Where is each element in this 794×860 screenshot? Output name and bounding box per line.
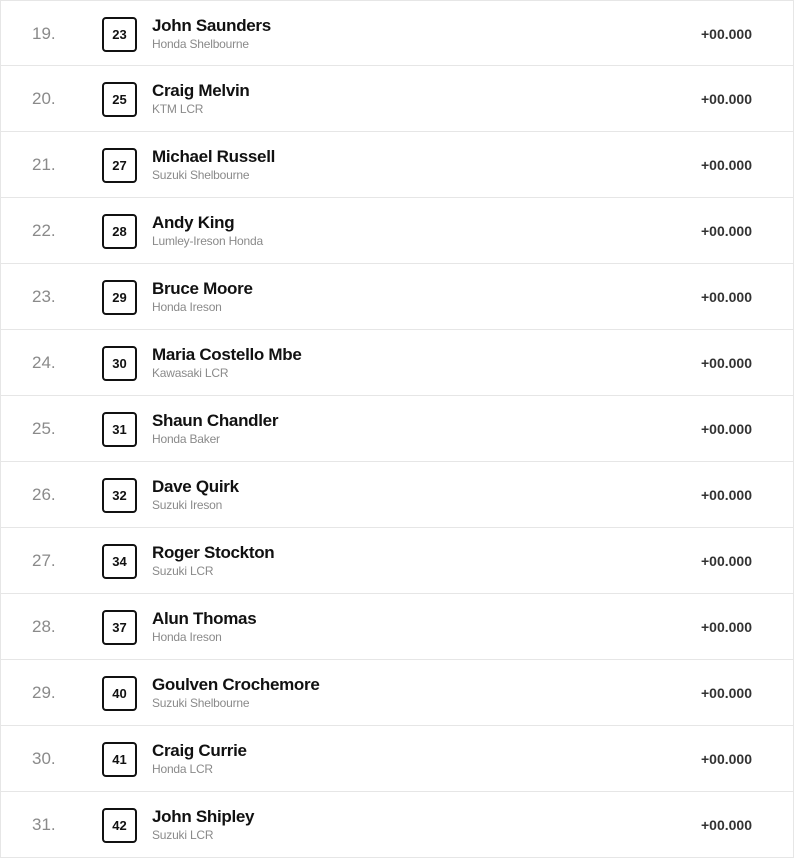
team-name: Honda Baker	[152, 432, 220, 446]
rider-name[interactable]: Roger Stockton	[152, 543, 275, 562]
team-name: Suzuki Shelbourne	[152, 696, 250, 710]
race-number-badge: 32	[102, 478, 137, 513]
position: 23.	[32, 287, 56, 306]
position: 30.	[32, 749, 56, 768]
team-name: Suzuki Ireson	[152, 498, 223, 512]
result-row[interactable]	[0, 792, 794, 858]
time-gap: +00.000	[701, 619, 752, 635]
result-row[interactable]	[0, 132, 794, 198]
time-gap: +00.000	[701, 355, 752, 371]
position: 25.	[32, 419, 56, 438]
team-name: Suzuki LCR	[152, 564, 214, 578]
team-name: Honda Ireson	[152, 300, 222, 314]
result-row[interactable]	[0, 0, 794, 66]
rider-name[interactable]: Maria Costello Mbe	[152, 345, 302, 364]
rider-name[interactable]: Craig Currie	[152, 741, 247, 760]
position: 29.	[32, 683, 56, 702]
rider-name[interactable]: John Shipley	[152, 807, 255, 826]
result-row[interactable]	[0, 66, 794, 132]
team-name: Kawasaki LCR	[152, 366, 229, 380]
position: 31.	[32, 815, 56, 834]
team-name: KTM LCR	[152, 102, 204, 116]
team-name: Suzuki Shelbourne	[152, 168, 250, 182]
time-gap: +00.000	[701, 751, 752, 767]
team-name: Honda LCR	[152, 762, 213, 776]
result-row[interactable]	[0, 726, 794, 792]
rider-name[interactable]: Goulven Crochemore	[152, 675, 320, 694]
time-gap: +00.000	[701, 91, 752, 107]
rider-name[interactable]: Michael Russell	[152, 147, 276, 166]
position: 20.	[32, 89, 56, 108]
rider-name[interactable]: Bruce Moore	[152, 279, 253, 298]
position: 26.	[32, 485, 56, 504]
result-row[interactable]	[0, 264, 794, 330]
rider-name[interactable]: Shaun Chandler	[152, 411, 279, 430]
time-gap: +00.000	[701, 289, 752, 305]
result-row[interactable]	[0, 198, 794, 264]
race-number-badge: 25	[102, 82, 137, 117]
position: 28.	[32, 617, 56, 636]
team-name: Suzuki LCR	[152, 828, 214, 842]
team-name: Lumley-Ireson Honda	[152, 234, 263, 248]
time-gap: +00.000	[701, 685, 752, 701]
rider-name[interactable]: Alun Thomas	[152, 609, 257, 628]
result-row[interactable]	[0, 594, 794, 660]
time-gap: +00.000	[701, 157, 752, 173]
rider-name[interactable]: Dave Quirk	[152, 477, 239, 496]
time-gap: +00.000	[701, 223, 752, 239]
race-number-badge: 29	[102, 280, 137, 315]
race-number-badge: 37	[102, 610, 137, 645]
race-number-badge: 41	[102, 742, 137, 777]
rider-name[interactable]: Craig Melvin	[152, 81, 250, 100]
time-gap: +00.000	[701, 26, 752, 42]
position: 19.	[32, 24, 56, 43]
position: 21.	[32, 155, 56, 174]
result-row[interactable]	[0, 396, 794, 462]
race-number-badge: 27	[102, 148, 137, 183]
team-name: Honda Ireson	[152, 630, 222, 644]
race-number-badge: 30	[102, 346, 137, 381]
rider-name[interactable]: John Saunders	[152, 16, 271, 35]
race-number-badge: 34	[102, 544, 137, 579]
race-number-badge: 42	[102, 808, 137, 843]
rider-name[interactable]: Andy King	[152, 213, 235, 232]
time-gap: +00.000	[701, 553, 752, 569]
position: 24.	[32, 353, 56, 372]
result-row[interactable]	[0, 462, 794, 528]
result-row[interactable]	[0, 660, 794, 726]
time-gap: +00.000	[701, 421, 752, 437]
race-number-badge: 28	[102, 214, 137, 249]
team-name: Honda Shelbourne	[152, 37, 249, 51]
time-gap: +00.000	[701, 487, 752, 503]
race-number-badge: 23	[102, 17, 137, 52]
result-row[interactable]	[0, 330, 794, 396]
position: 22.	[32, 221, 56, 240]
time-gap: +00.000	[701, 817, 752, 833]
race-number-badge: 40	[102, 676, 137, 711]
position: 27.	[32, 551, 56, 570]
race-number-badge: 31	[102, 412, 137, 447]
result-row[interactable]	[0, 528, 794, 594]
